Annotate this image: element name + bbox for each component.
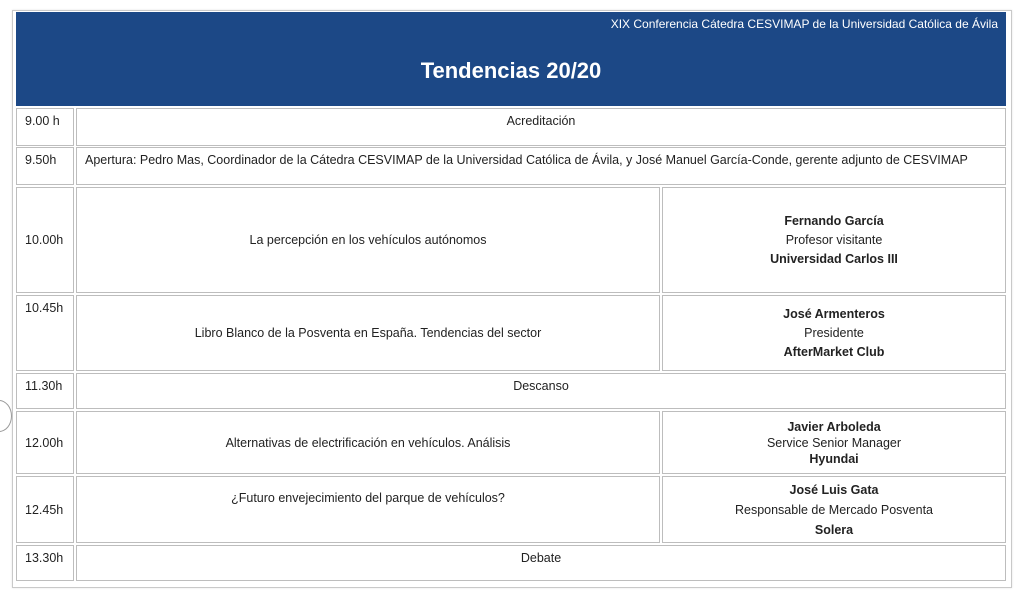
speaker-cell [662,295,1006,371]
topic-cell: ¿Futuro envejecimiento del parque de vehículos? [76,476,660,543]
time-cell: 12.45h [16,476,74,543]
time-cell: 12.00h [16,411,74,474]
page-title: Tendencias 20/20 [420,58,602,83]
speaker-org: Solera [814,522,854,537]
speaker-name: Fernando García [784,214,884,228]
speaker-cell [662,187,1006,293]
speaker-role: Responsable de Mercado Posventa [734,502,934,517]
speaker-role: Profesor visitante [785,233,883,247]
topic-cell: Descanso [76,373,1006,409]
speaker-role: Presidente [804,326,864,340]
time-cell: 10.00h [16,187,74,293]
speaker-org: AfterMarket Club [783,345,885,359]
time-cell: 9.50h [16,147,74,185]
time-cell: 9.00 h [16,108,74,146]
conference-name: XIX Conferencia Cátedra CESVIMAP de la Universidad Católica de Ávila [610,17,998,31]
speaker-name: José Armenteros [783,307,885,321]
speaker-role: Service Senior Manager [766,435,902,450]
topic-cell: Alternativas de electrificación en vehículos. Análisis [76,411,660,474]
topic-cell: Debate [76,545,1006,581]
speaker-org: Universidad Carlos III [770,252,898,266]
topic-cell: La percepción en los vehículos autónomos [76,187,660,293]
topic-cell: Apertura: Pedro Mas, Coordinador de la Cátedra CESVIMAP de la Universidad Católica de Ávila, y José Manuel García-Conde, gerente adjunto de CESVIMAP [76,147,1006,185]
time-cell: 13.30h [16,545,74,581]
time-cell: 10.45h [16,295,74,371]
time-cell: 11.30h [16,373,74,409]
speaker-org: Hyundai [809,451,859,466]
topic-cell: Libro Blanco de la Posventa en España. Tendencias del sector [76,295,660,371]
header-banner [16,12,1006,106]
speaker-cell [662,476,1006,543]
speaker-name: Javier Arboleda [787,419,881,434]
scroll-handle[interactable] [0,400,12,432]
topic-cell: Acreditación [76,108,1006,146]
speaker-name: José Luis Gata [789,482,879,497]
speaker-cell [662,411,1006,474]
